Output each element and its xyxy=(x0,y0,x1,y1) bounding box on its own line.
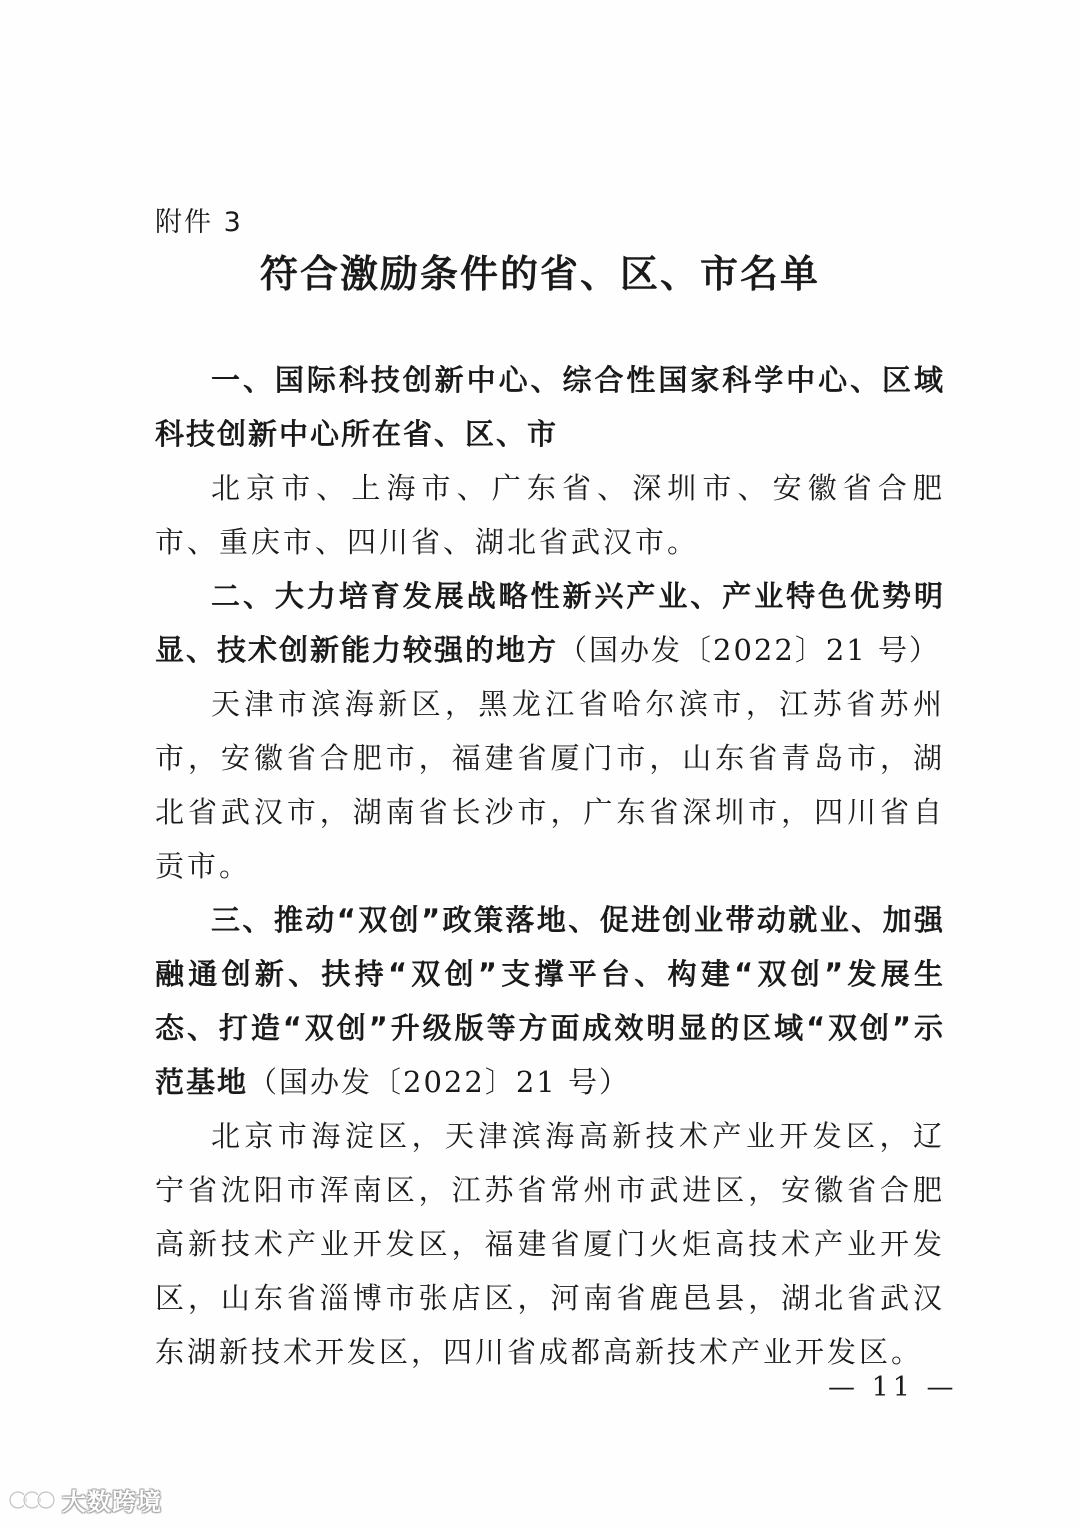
watermark-text: 大数跨境 xyxy=(62,1488,162,1516)
section-2-heading-text: 二、大力培育发展战略性新兴产业、产业特色优势明显、技术创新能力较强的地方 xyxy=(155,579,945,667)
section-1-heading xyxy=(155,353,945,461)
page-number: — 11 — xyxy=(828,1372,958,1403)
section-3-heading-text: 三、推动“双创”政策落地、促进创业带动就业、加强融通创新、扶持“双创”支撑平台、构建“双创”发展生态、打造“双创”升级版等方面成效明显的区域“双创”示范基地 xyxy=(155,903,945,1099)
section-1-list: 北京市、上海市、广东省、深圳市、安徽省合肥市、重庆市、四川省、湖北省武汉市。 xyxy=(155,471,945,559)
section-2-heading xyxy=(155,569,945,677)
document-title: 符合激励条件的省、区、市名单 xyxy=(259,252,820,296)
attachment-label: 附件 3 xyxy=(155,207,243,238)
watermark xyxy=(8,1482,162,1517)
chain-logo-icon xyxy=(8,1485,56,1515)
section-1-heading-text: 一、国际科技创新中心、综合性国家科学中心、区域科技创新中心所在省、区、市 xyxy=(155,363,945,451)
section-3-reference: （国办发〔2022〕21 号） xyxy=(248,1065,630,1099)
section-2-reference: （国办发〔2022〕21 号） xyxy=(558,633,940,667)
document-body xyxy=(155,353,945,1379)
section-3-heading xyxy=(155,893,945,1109)
section-3-list: 北京市海淀区，天津滨海高新技术产业开发区，辽宁省沈阳市浑南区，江苏省常州市武进区，安徽省合肥高新技术产业开发区，福建省厦门火炬高技术产业开发区，山东省淄博市张店区，河南省鹿邑县，湖北省武汉东湖新技术开发区，四川省成都高新技术产业开发区。 xyxy=(155,1119,945,1369)
section-2-list: 天津市滨海新区，黑龙江省哈尔滨市，江苏省苏州市，安徽省合肥市，福建省厦门市，山东省青岛市，湖北省武汉市，湖南省长沙市，广东省深圳市，四川省自贡市。 xyxy=(155,687,945,883)
